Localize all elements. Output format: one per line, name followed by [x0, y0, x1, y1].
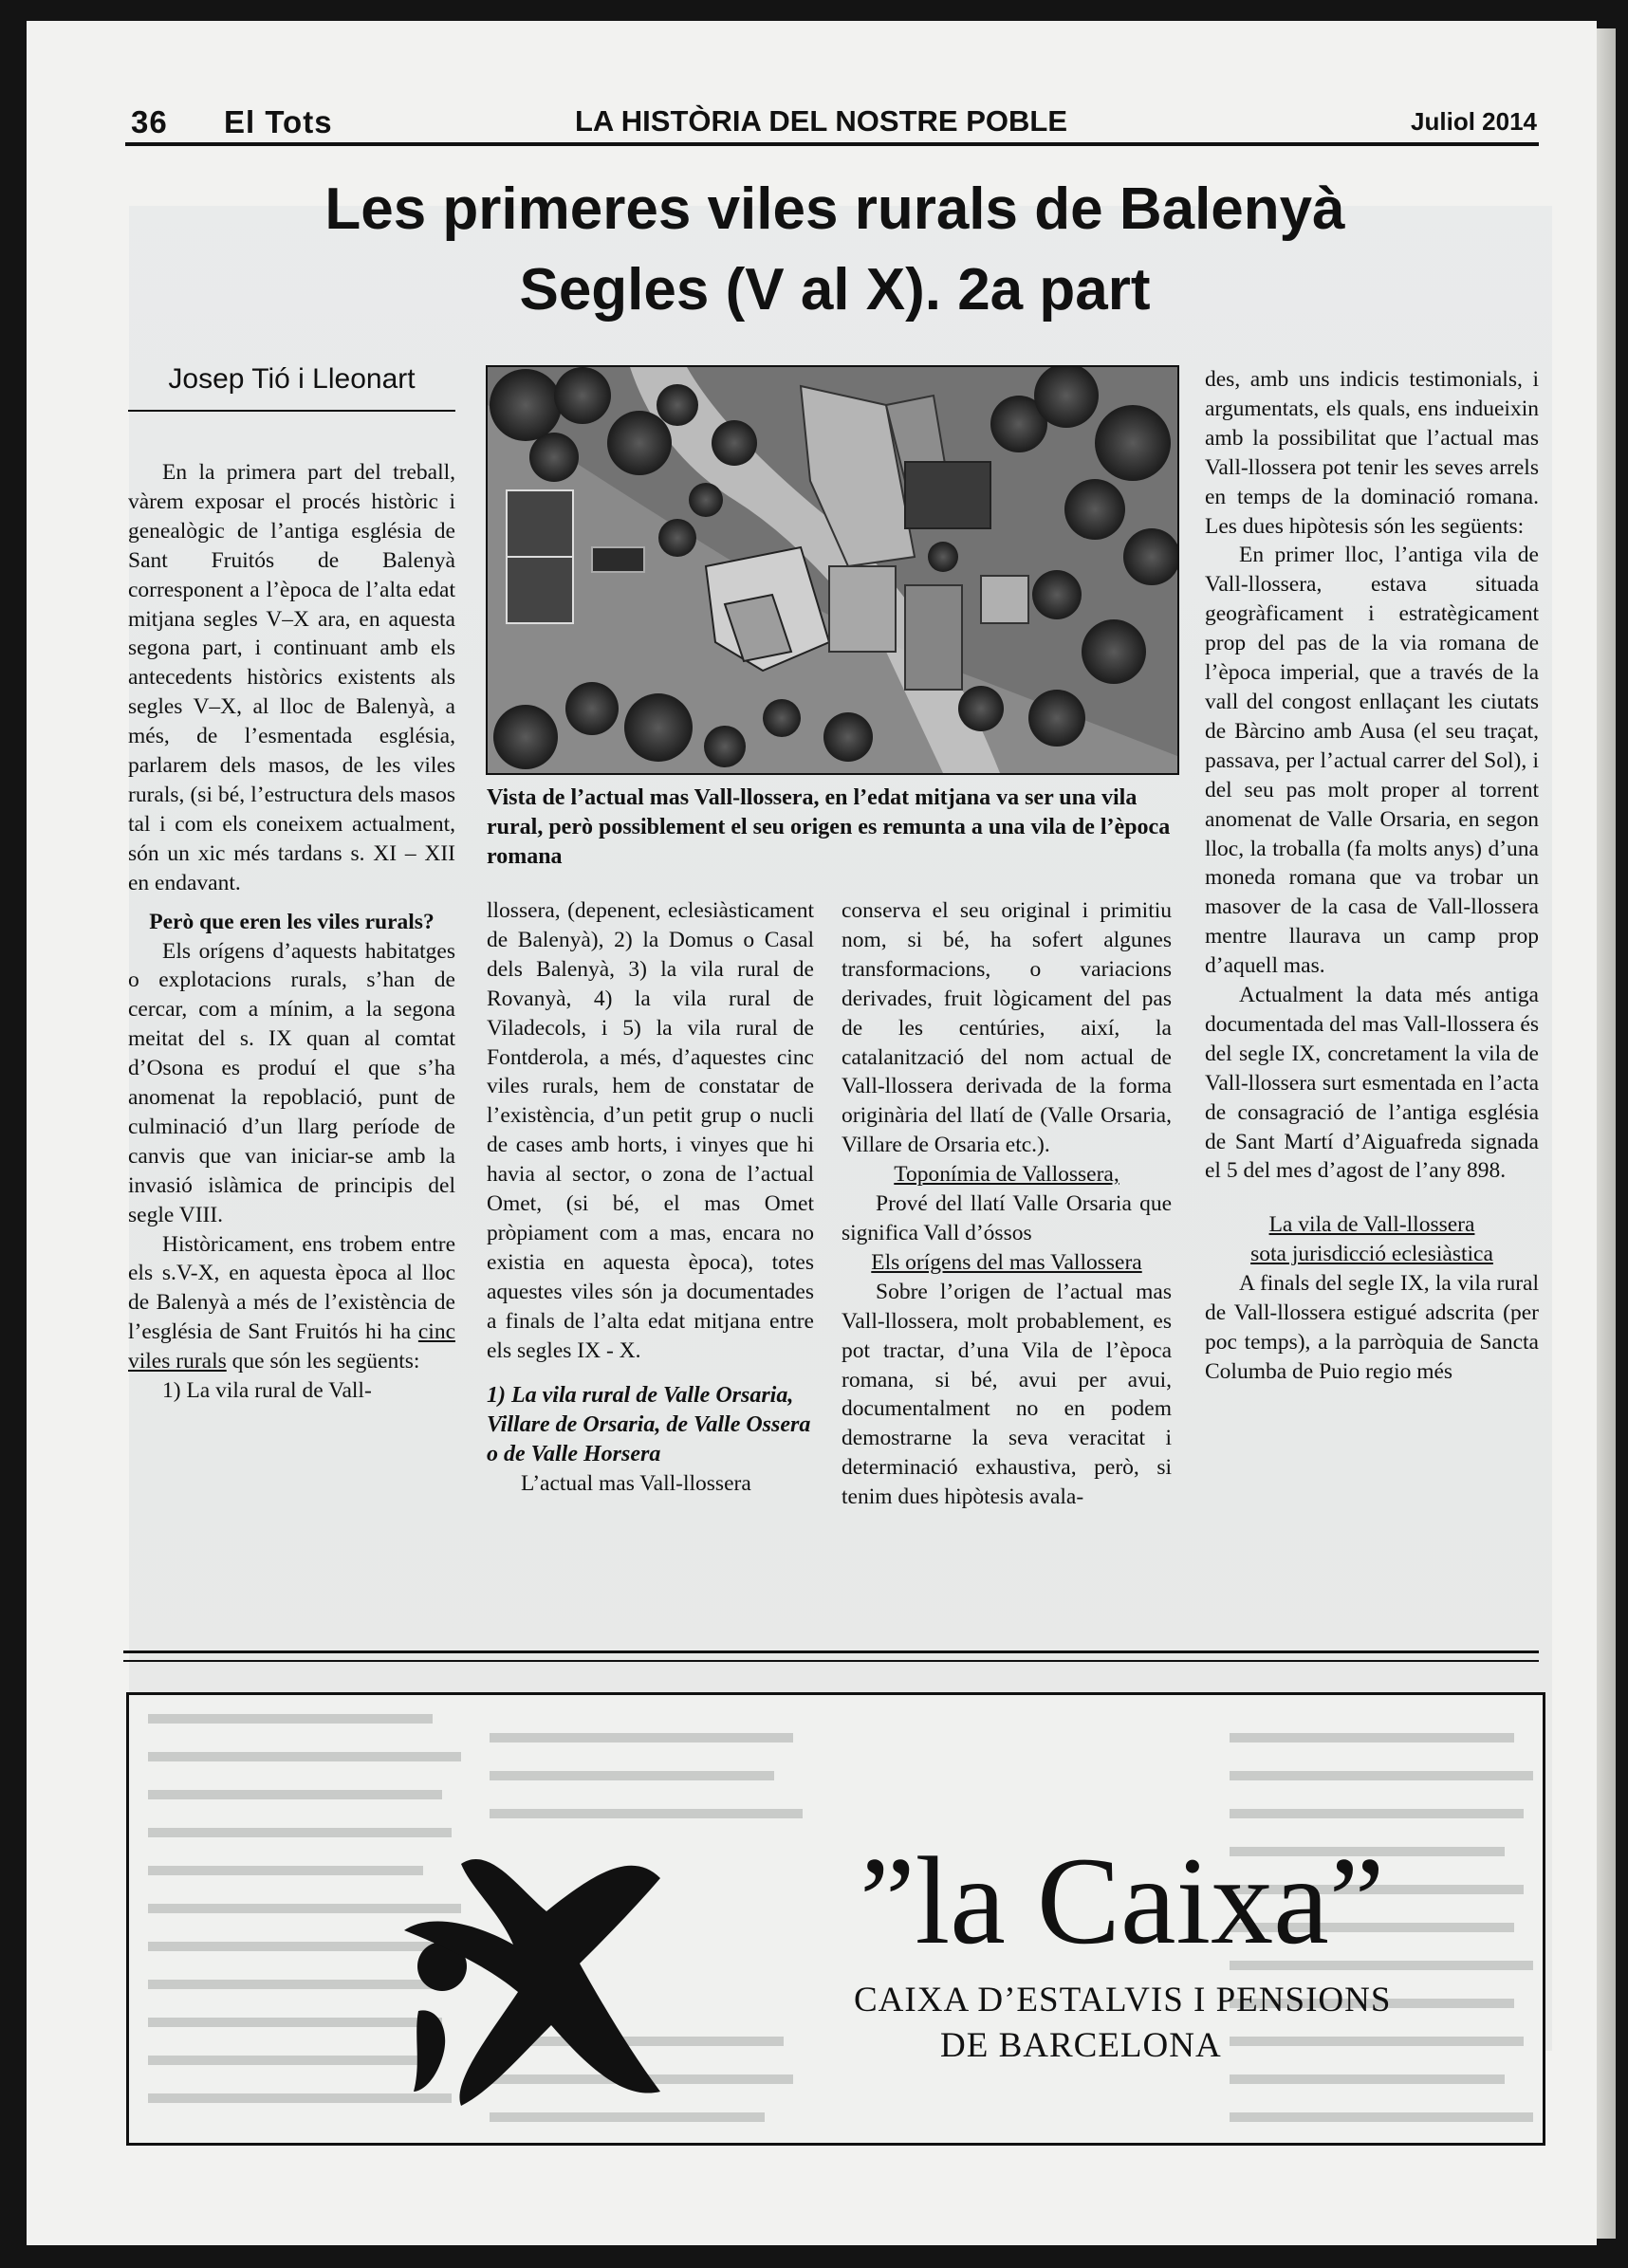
text-run: que són les següents: [226, 1349, 420, 1374]
paragraph: llossera, (depenent, eclesiàsticament de Balenyà), 2) la Domus o Casal dels Balenyà, 3) la vila rural de Rovanyà, 4) la vila rural de Viladecols, i 5) la vila rural de Fontderola, a més, d’aquestes cinc viles rurals, hem de constatar de l’existència, d’un petit grup o nucli de cases amb horts, i vinyes que hi havia al sector, o zona de l’actual Omet, (si bé, el mas Omet pròpiament com a mas, encara no existia en aquesta època), totes aquestes viles són ja documentades a finals de l’alta edat mitjana entre els segles IX - X. [487, 898, 814, 1363]
section-rule [123, 1660, 1539, 1662]
subheading: La vila de Vall-llossera [1268, 1212, 1475, 1238]
paragraph: A finals del segle IX, la vila rural de Vall-llossera estigué adscrita (per poc temps), a la parròquia de Sancta Columba de Puio regio més [1205, 1271, 1539, 1384]
article-title-line1: Les primeres viles rurals de Balenyà [324, 176, 1345, 242]
paragraph: Prové del llatí Valle Orsaria que significa Vall d’óssos [842, 1191, 1172, 1245]
paragraph: L’actual mas Vall-llossera [521, 1470, 751, 1496]
header-rule [125, 142, 1539, 146]
aerial-photo-mas-vall-llossera [486, 365, 1179, 775]
subheading: sota jurisdicció eclesiàstica [1250, 1242, 1493, 1267]
photo-caption: Vista de l’actual mas Vall-llossera, en l’edat mitjana va ser una vila rural, però possiblement el seu origen es remunta a una vila de l’època romana [487, 785, 1171, 869]
paragraph [128, 1230, 455, 1377]
article-title-line2: Segles (V al X). 2a part [519, 257, 1151, 323]
page-header [102, 95, 1537, 140]
subheading: Toponímia de Vallossera, [894, 1162, 1119, 1188]
paragraph: conserva el seu original i primitiu nom, si bé, ha sofert algunes transformacions, o variacions derivades, fruit lògicament del pas de les centúries, així, la catalanització del nom actual de Vall-llossera derivada de la forma originària del llatí de (Valle Orsaria, Villare de Orsaria etc.). [842, 898, 1172, 1158]
text-column-1 [128, 458, 455, 1406]
text-column-2 [487, 896, 814, 1498]
publication-name: El Tots [224, 104, 333, 139]
next-page-edge [1597, 28, 1616, 2239]
paragraph: 1) La vila rural de Vall- [162, 1378, 372, 1404]
section-rule [123, 1650, 1539, 1653]
subheading: Però que eren les viles rurals? [149, 909, 435, 934]
ad-tagline-line1: CAIXA D’ESTALVIS I PENSIONS [854, 1981, 1392, 2019]
la-caixa-advertisement [126, 1692, 1545, 2146]
article-author: Josep Tió i Lleonart [168, 363, 416, 395]
subheading: 1) La vila rural de Valle Orsaria, Villare de Orsaria, de Valle Ossera o de Valle Horsera [487, 1382, 811, 1466]
ad-tagline-line2: DE BARCELONA [940, 2026, 1222, 2065]
la-caixa-brand: ”la Caixa” [860, 1831, 1385, 1970]
page-number: 36 [131, 104, 168, 139]
underlined-text: cinc viles rurals [128, 1319, 455, 1374]
aerial-photo-image [488, 367, 1177, 773]
text-run: Històricament, ens trobem entre els s.V-X, en aquesta època al lloc de Balenyà a més de l’existència de l’església de Sant Fruitós hi ha [128, 1231, 455, 1345]
text-column-4 [1205, 365, 1539, 1387]
paragraph: Sobre l’origen de l’actual mas Vall-llossera, molt probablement, es pot tractar, d’una Vila de l’època romana, si bé, avui per avui, documentalment no en podem demostrarne la seva veracitat i determinació exhaustiva, però, si tenim dues hipòtesis avala- [842, 1279, 1172, 1510]
paragraph: En primer lloc, l’antiga vila de Vall-llossera, estava situada geogràficament i estratègicament prop del pas de la via romana de l’època imperial, que a través de la vall del congost enllaçant les ciutats de Bàrcino amb Ausa (el seu traçat, passava, per l’actual carrer del Sol), i del seu pas molt proper al torrent anomenat de Valle Orsaria, en segon lloc, la troballa (fa molts anys) d’una moneda romana que va trobar un masover de la casa de Vall-llossera mentre llaurava un camp prop d’aquell mas. [1205, 543, 1539, 979]
author-rule [128, 410, 455, 412]
paragraph: Els orígens d’aquests habitatges o explotacions rurals, s’han de cercar, com a mínim, a la segona meitat del s. IX quan al comtat d’Osona es produí el que s’ha anomenat la repoblació, punt de culminació d’un llarg període de canvis que van iniciar-se amb la invasió islàmica de principis del segle VIII. [128, 938, 455, 1227]
caixa-star-icon [347, 1807, 765, 2120]
paragraph: des, amb uns indicis testimonials, i argumentats, els quals, ens indueixin amb la possibilitat que l’actual mas Vall-llossera pot tenir les seves arrels en temps de la dominació romana. Les dues hipòtesis són les següents: [1205, 367, 1539, 539]
paragraph: En la primera part del treball, vàrem exposar el procés històric i genealògic de l’antiga església de Sant Fruitós de Balenyà corresponent a l’època de l’alta edat mitjana segles V–X ara, en aquesta segona part, i continuant amb els antecedents històrics existents als segles V–X, al lloc de Balenyà, a més, de l’esmentada església, parlarem dels masos, de les viles rurals, (si bé, l’estructura dels masos tal i com els coneixem actualment, són un xic més tardans s. XI – XII en endavant. [128, 460, 455, 895]
section-title: LA HISTÒRIA DEL NOSTRE POBLE [575, 104, 1067, 138]
subheading: Els orígens del mas Vallossera [871, 1249, 1142, 1275]
issue-date: Juliol 2014 [1411, 107, 1537, 136]
text-column-3 [842, 896, 1172, 1512]
paragraph: Actualment la data més antiga documentada del mas Vall-llossera és del segle IX, concretament la vila de Vall-llossera surt esmentada en l’acta de consagració de l’antiga església de Sant Martí d’Aiguafreda signada el 5 del mes d’agost de l’any 898. [1205, 983, 1539, 1184]
